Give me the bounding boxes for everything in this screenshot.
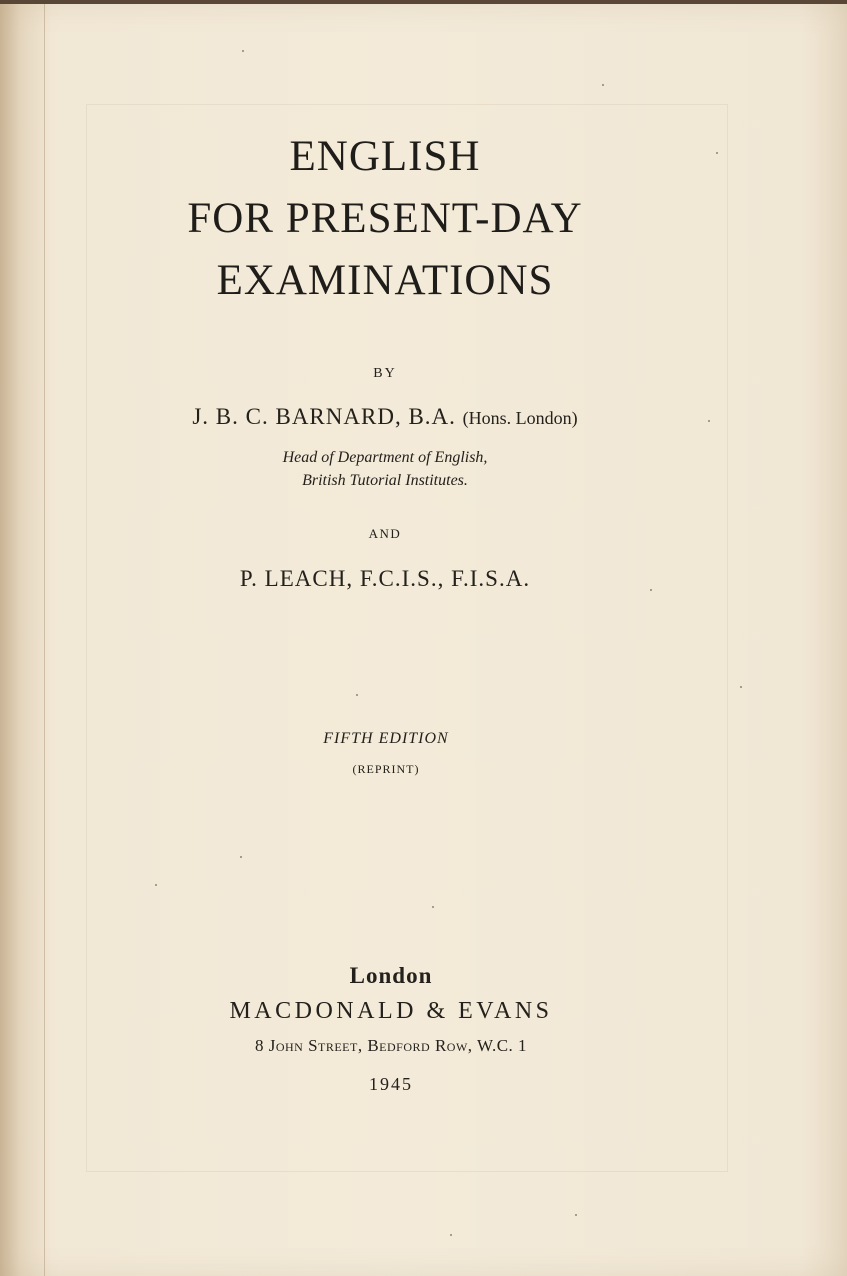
title-line-3: EXAMINATIONS xyxy=(216,257,554,304)
paper-speck xyxy=(356,694,358,696)
paper-speck xyxy=(602,84,604,86)
paper-speck xyxy=(450,1234,452,1236)
by-label: BY xyxy=(373,366,397,381)
imprint-city: London xyxy=(349,963,433,988)
publisher-address: 8 John Street, Bedford Row, W.C. 1 xyxy=(254,1036,528,1055)
first-author-affiliation xyxy=(0,446,770,492)
title-line-2: FOR PRESENT-DAY xyxy=(187,195,583,242)
paper-speck xyxy=(240,856,242,858)
affiliation-line-1: Head of Department of English, xyxy=(282,449,488,466)
publisher-name: MACDONALD & EVANS xyxy=(229,998,553,1024)
book-title xyxy=(0,126,770,312)
title-line-1: ENGLISH xyxy=(289,133,481,180)
paper-speck xyxy=(155,884,157,886)
affiliation-line-2: British Tutorial Institutes. xyxy=(302,472,468,489)
and-label: AND xyxy=(368,526,402,541)
paper-speck xyxy=(708,420,710,422)
title-page xyxy=(0,4,847,1276)
first-author xyxy=(0,404,770,430)
second-author: P. LEACH, F.C.I.S., F.I.S.A. xyxy=(239,566,531,591)
publication-year: 1945 xyxy=(369,1074,413,1094)
paper-speck xyxy=(740,686,742,688)
paper-speck xyxy=(575,1214,577,1216)
first-author-honours: (Hons. London) xyxy=(462,408,578,428)
paper-speck xyxy=(242,50,244,52)
paper-speck xyxy=(716,152,718,154)
edition-label: FIFTH EDITION xyxy=(323,730,449,747)
reprint-note: (REPRINT) xyxy=(352,762,420,776)
paper-speck xyxy=(432,906,434,908)
first-author-name: J. B. C. BARNARD, B.A. xyxy=(192,404,456,429)
paper-speck xyxy=(650,589,652,591)
